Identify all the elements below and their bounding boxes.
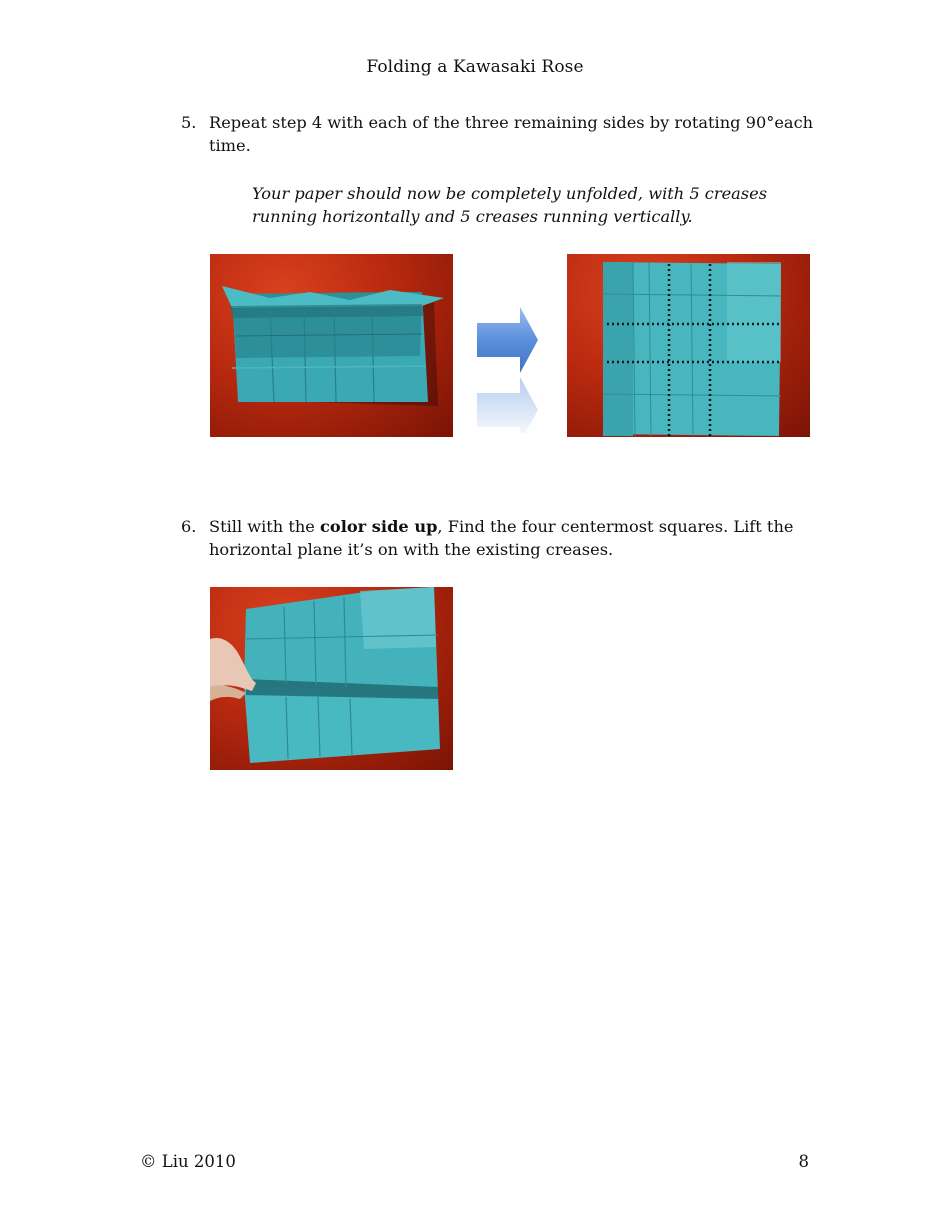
step-6 <box>181 516 821 561</box>
step-text: Repeat step 4 with each of the three remaining sides by rotating 90°each time. <box>209 113 814 155</box>
photo-lifting-plane <box>210 587 453 770</box>
footer-page-number: 8 <box>798 1152 809 1171</box>
step-5-note: Your paper should now be completely unfolded, with 5 creases running horizontally and 5 creases running vertically. <box>252 184 767 226</box>
step-number: 5. <box>181 113 197 132</box>
step-text-part: , Find the four centermost squares. Lift the horizontal plane it’s on with the existing creases. <box>209 517 794 559</box>
step-text <box>209 516 821 561</box>
step-5 <box>181 112 821 157</box>
photo-folded-edge <box>210 254 453 437</box>
step-text-part: Still with the <box>209 517 321 536</box>
photo-unfolded-creases <box>567 254 810 437</box>
step-bold-text: color side up <box>320 517 438 536</box>
step-number: 6. <box>181 517 197 536</box>
page-header: Folding a Kawasaki Rose <box>366 57 584 77</box>
right-arrow-icon <box>474 305 542 433</box>
footer-copyright: © Liu 2010 <box>140 1152 236 1171</box>
